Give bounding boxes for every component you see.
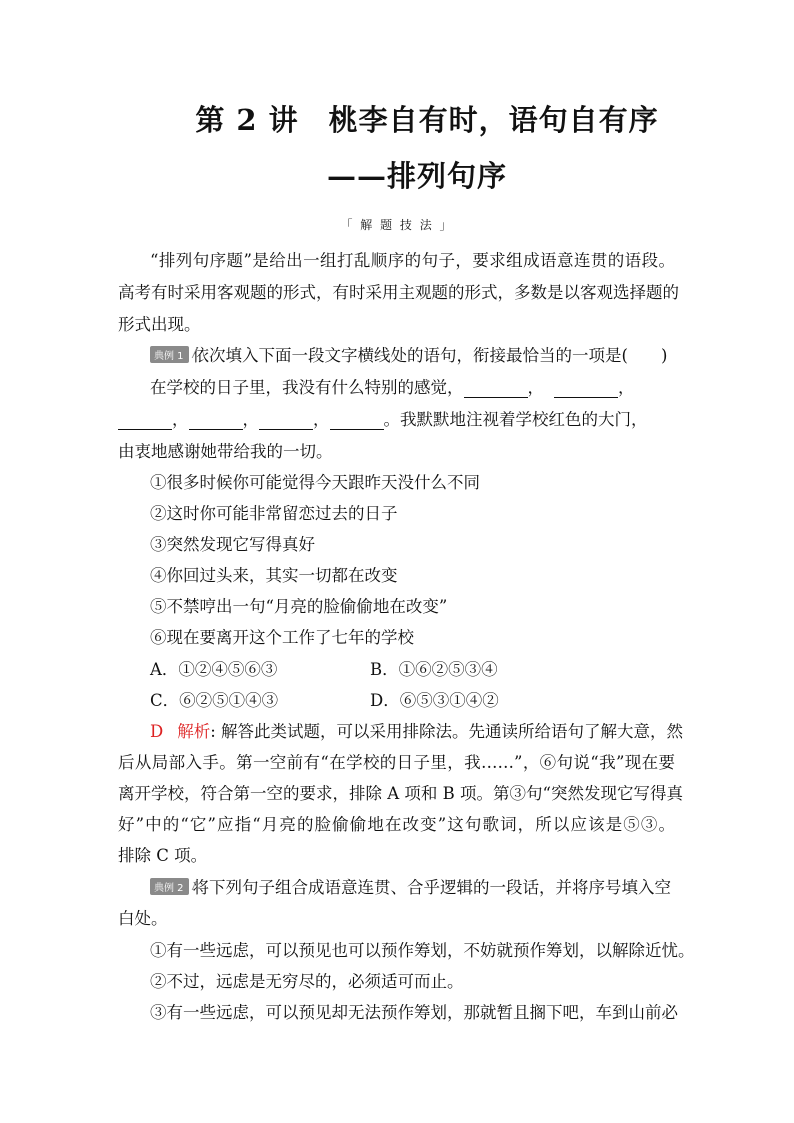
example1-item: ⑤不禁哼出一句“月亮的脸偷偷地在改变” (150, 597, 448, 616)
lesson-subtitle: ——排列句序 (326, 159, 507, 193)
answer: D (150, 722, 164, 741)
example1-item: ②这时你可能非常留恋过去的日子 (150, 504, 398, 523)
example2-tag: 典例 2 (150, 878, 189, 895)
example2-question-line-2: 白处。 (118, 909, 168, 928)
blank-1[interactable] (464, 378, 528, 398)
analysis-line: 离开学校，符合第一空的要求，排除 A 项和 B 项。第③句“突然发现它写得真 (118, 784, 683, 803)
blank-5[interactable] (259, 410, 313, 430)
example1-item: ③突然发现它写得真好 (150, 535, 315, 554)
option-a: A．①②④⑤⑥③ (150, 660, 278, 679)
example2-question-text: 将下列句子组合成语意连贯、合乎逻辑的一段话，并将序号填入空 (192, 878, 672, 897)
option-b: B．①⑥②⑤③④ (370, 660, 498, 679)
example1-item: ④你回过头来，其实一切都在改变 (150, 566, 398, 585)
option-c: C．⑥②⑤①④③ (150, 691, 279, 710)
analysis-label: 解析 (177, 722, 211, 741)
example1-question (150, 342, 667, 366)
section-label: 「 解 题 技 法 」 (340, 218, 454, 232)
example2-item: ③有一些远虑，可以预见却无法预作筹划，那就暂且搁下吧，车到山前必 (150, 1003, 678, 1022)
option-d: D．⑥⑤③①④② (370, 691, 499, 710)
example1-item: ①很多时候你可能觉得今天跟昨天没什么不同 (150, 473, 480, 492)
intro-line-1: “排列句序题”是给出一组打乱顺序的句子，要求组成语意连贯的语段。 (150, 251, 675, 270)
example1-question-text: 依次填入下面一段文字横线处的语句，衔接最恰当的一项是( ) (192, 346, 668, 365)
analysis-line: 后从局部入手。第一空前有“在学校的日子里，我……”，⑥句说“我”现在要 (118, 753, 675, 772)
blank-2[interactable] (554, 378, 618, 398)
example1-tag: 典例 1 (150, 346, 189, 363)
example2-item: ②不过，远虑是无穷尽的，必须适可而止。 (150, 972, 464, 991)
example2-item: ①有一些远虑，可以预见也可以预作筹划，不妨就预作筹划，以解除近忧。 (150, 941, 695, 960)
example2-question (150, 874, 671, 898)
blank-3[interactable] (118, 410, 172, 430)
example1-item: ⑥现在要离开这个工作了七年的学校 (150, 628, 414, 647)
analysis-line: 好”中的“它”应指“月亮的脸偷偷地在改变”这句歌词，所以应该是⑤③。 (118, 815, 675, 834)
analysis-line-1: D 解析: 解答此类试题，可以采用排除法。先通读所给语句了解大意，然 (150, 722, 684, 741)
lesson-title: 第 2 讲 桃李自有时，语句自有序 (195, 103, 659, 137)
passage-head: 在学校的日子里，我没有什么特别的感觉， (150, 378, 464, 397)
blank-6[interactable] (330, 410, 384, 430)
example1-passage-line-1: 在学校的日子里，我没有什么特别的感觉， ， ， (150, 378, 635, 397)
blank-4[interactable] (189, 410, 243, 430)
example1-passage-line-3: 由衷地感谢她带给我的一切。 (118, 442, 333, 461)
example1-passage-line-2: ， ， ， 。我默默地注视着学校红色的大门， (118, 406, 648, 430)
intro-line-3: 形式出现。 (118, 315, 201, 334)
intro-line-2: 高考有时采用客观题的形式，有时采用主观题的形式，多数是以客观选择题的 (118, 283, 679, 302)
analysis-line: 排除 C 项。 (118, 846, 208, 865)
passage-tail: 。我默默地注视着学校红色的大门， (383, 410, 648, 429)
